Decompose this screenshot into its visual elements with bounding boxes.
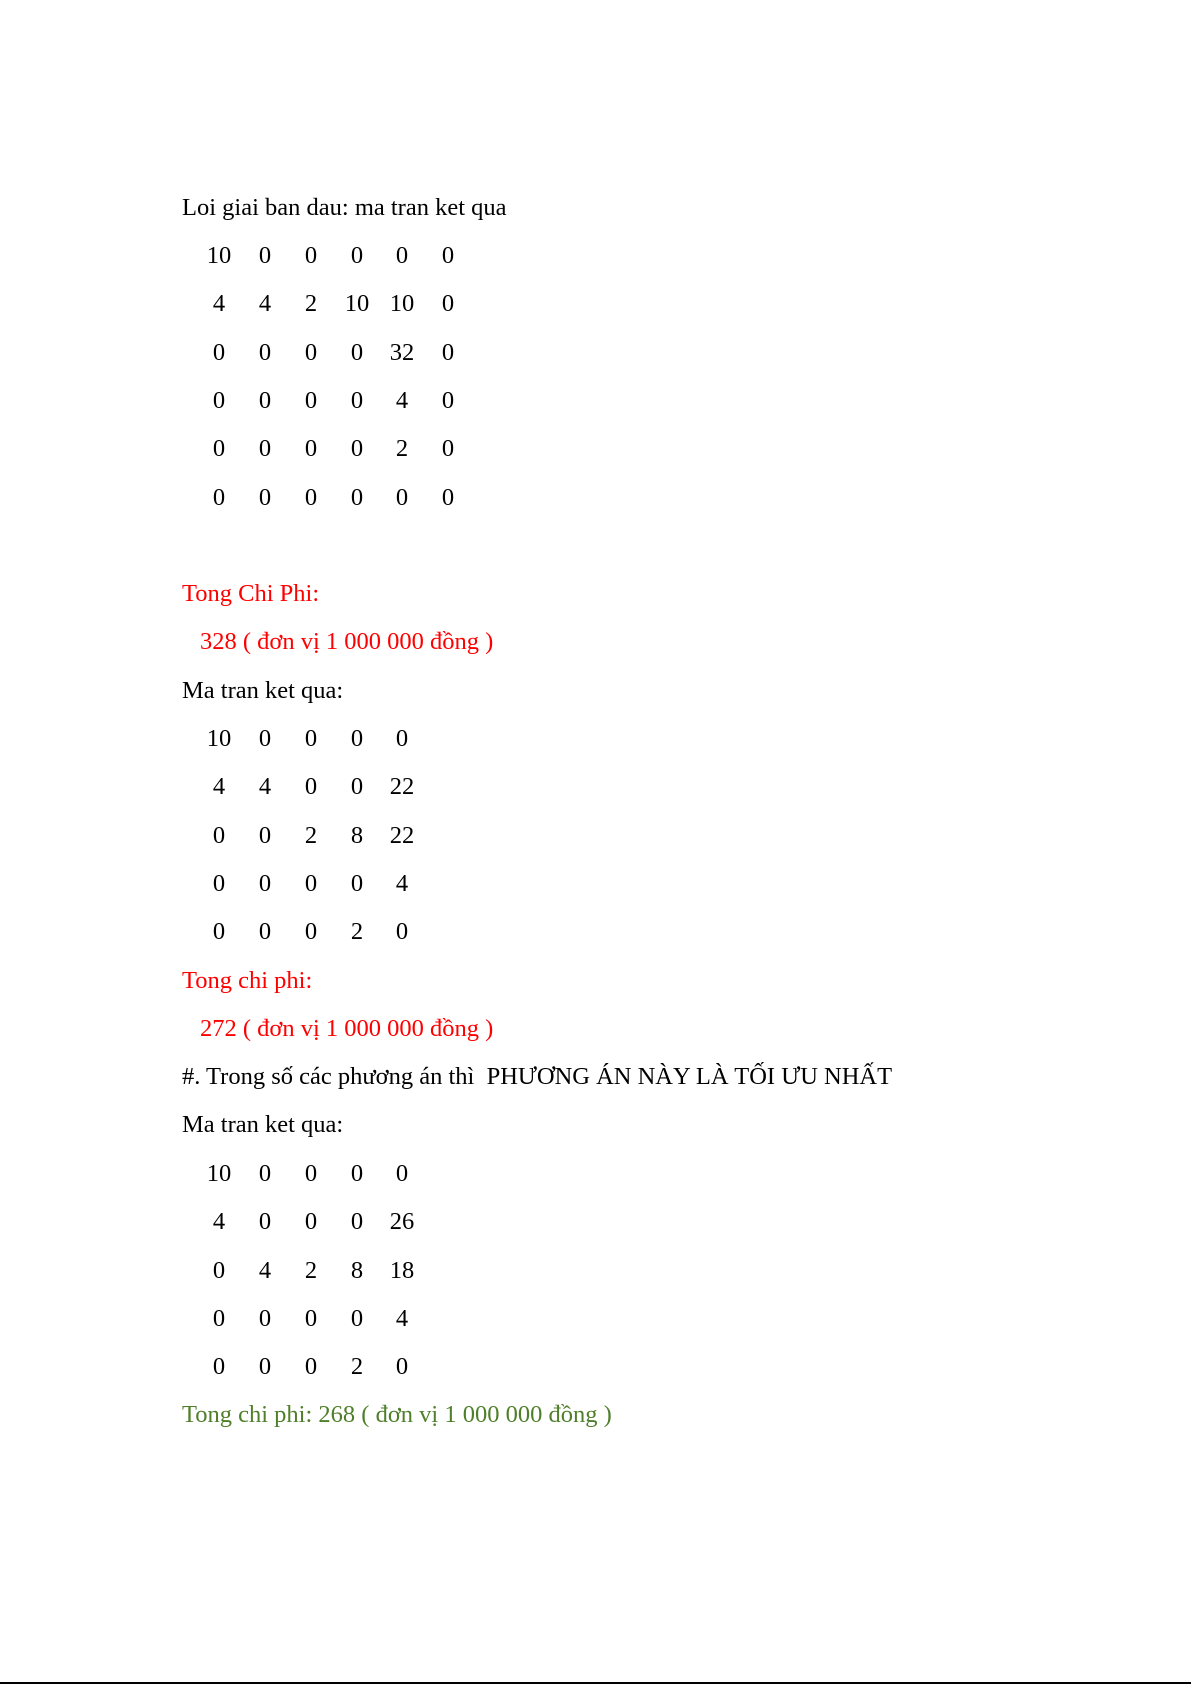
- matrix-cell: 0: [212, 483, 226, 511]
- matrix-cell: 0: [212, 338, 226, 366]
- matrix-cell: 0: [441, 242, 455, 269]
- matrix-cell: 0: [212, 1304, 226, 1332]
- matrix-cell: 10: [206, 1160, 232, 1187]
- matrix-cell: 0: [350, 1208, 364, 1236]
- matrix-cell: 2: [304, 1256, 318, 1284]
- matrix-cell: 0: [350, 725, 364, 752]
- matrix-cell: 10: [206, 242, 232, 269]
- matrix-row: [182, 772, 602, 802]
- matrix-cell: 8: [350, 821, 364, 849]
- result3-heading: Ma tran ket qua:: [182, 1111, 344, 1138]
- matrix-cell: 10: [344, 290, 370, 318]
- matrix-cell: 0: [350, 1304, 364, 1332]
- matrix-cell: 0: [258, 386, 272, 414]
- matrix-row: [182, 241, 602, 271]
- matrix-cell: 0: [212, 1256, 226, 1284]
- matrix-cell: 0: [258, 1208, 272, 1236]
- matrix-cell: 0: [258, 242, 272, 269]
- footer-rule: [0, 1682, 1191, 1684]
- matrix-cell: 4: [395, 869, 409, 897]
- matrix-cell: 2: [395, 435, 409, 463]
- matrix-cell: 4: [258, 773, 272, 801]
- matrix-cell: 10: [206, 725, 232, 752]
- matrix-row: [182, 1256, 602, 1286]
- matrix-cell: 2: [350, 1353, 364, 1381]
- matrix-row: [182, 1352, 602, 1382]
- matrix-cell: 0: [350, 1160, 364, 1187]
- matrix-cell: 32: [389, 338, 415, 366]
- matrix-cell: 0: [395, 242, 409, 269]
- matrix-cell: 0: [395, 725, 409, 752]
- matrix-cell: 0: [350, 242, 364, 269]
- matrix-cell: 0: [212, 386, 226, 414]
- matrix-cell: 0: [304, 1304, 318, 1332]
- matrix-cell: 4: [212, 290, 226, 318]
- cost2-value: 272 ( đơn vị 1 000 000 đồng ): [200, 1015, 494, 1042]
- matrix-cell: 4: [258, 290, 272, 318]
- matrix-cell: 4: [212, 1208, 226, 1236]
- matrix-cell: 0: [212, 918, 226, 946]
- optimal-note: #. Trong số các phương án thì PHƯƠNG ÁN NÀY LÀ TỐI ƯU NHẤT: [182, 1063, 893, 1090]
- matrix-row: [182, 338, 602, 368]
- initial-solution-heading: Loi giai ban dau: ma tran ket qua: [182, 194, 507, 221]
- matrix-cell: 0: [304, 242, 318, 269]
- matrix-row: [182, 386, 602, 416]
- matrix-cell: 0: [350, 869, 364, 897]
- matrix-cell: 0: [212, 435, 226, 463]
- matrix-row: [182, 1159, 602, 1189]
- matrix-cell: 26: [389, 1208, 415, 1236]
- matrix-cell: 0: [258, 1353, 272, 1381]
- matrix-cell: 0: [304, 435, 318, 463]
- matrix-cell: 0: [304, 918, 318, 946]
- matrix-cell: 0: [258, 869, 272, 897]
- matrix-row: [182, 1304, 602, 1334]
- matrix-cell: 0: [258, 918, 272, 946]
- matrix-cell: 0: [258, 338, 272, 366]
- matrix-cell: 0: [212, 821, 226, 849]
- cost1-value: 328 ( đơn vị 1 000 000 đồng ): [200, 628, 494, 655]
- matrix-cell: 0: [350, 773, 364, 801]
- matrix-cell: 0: [258, 1160, 272, 1187]
- matrix-cell: 22: [389, 821, 415, 849]
- matrix-cell: 4: [212, 773, 226, 801]
- matrix-cell: 0: [350, 338, 364, 366]
- matrix-cell: 0: [441, 483, 455, 511]
- matrix-cell: 8: [350, 1256, 364, 1284]
- matrix-cell: 0: [304, 386, 318, 414]
- matrix-cell: 0: [304, 483, 318, 511]
- matrix-cell: 0: [212, 1353, 226, 1381]
- matrix-cell: 0: [350, 386, 364, 414]
- matrix-cell: 0: [441, 386, 455, 414]
- cost3-line: Tong chi phi: 268 ( đơn vị 1 000 000 đồng ): [182, 1401, 612, 1428]
- matrix-cell: 0: [304, 338, 318, 366]
- matrix-cell: 0: [304, 725, 318, 752]
- matrix-cell: 4: [395, 386, 409, 414]
- matrix-cell: 0: [441, 338, 455, 366]
- matrix-cell: 4: [258, 1256, 272, 1284]
- matrix-row: [182, 289, 602, 319]
- matrix-cell: 0: [350, 435, 364, 463]
- matrix-cell: 0: [395, 1160, 409, 1187]
- matrix-cell: 0: [258, 821, 272, 849]
- cost1-label: Tong Chi Phi:: [182, 580, 320, 607]
- matrix-cell: 4: [395, 1304, 409, 1332]
- matrix-cell: 0: [350, 483, 364, 511]
- matrix-row: [182, 483, 602, 513]
- matrix-cell: 2: [304, 821, 318, 849]
- matrix-cell: 0: [304, 773, 318, 801]
- matrix-row: [182, 869, 602, 899]
- matrix-cell: 2: [350, 918, 364, 946]
- matrix-cell: 0: [304, 869, 318, 897]
- matrix-cell: 0: [304, 1353, 318, 1381]
- matrix-row: [182, 1207, 602, 1237]
- matrix-cell: 0: [395, 918, 409, 946]
- matrix-cell: 0: [395, 483, 409, 511]
- matrix-row: [182, 917, 602, 947]
- matrix-cell: 2: [304, 290, 318, 318]
- matrix-cell: 0: [304, 1160, 318, 1187]
- matrix-cell: 0: [258, 1304, 272, 1332]
- matrix-row: [182, 821, 602, 851]
- matrix-cell: 0: [441, 290, 455, 318]
- matrix-cell: 0: [212, 869, 226, 897]
- result2-heading: Ma tran ket qua:: [182, 677, 344, 704]
- matrix-row: [182, 434, 602, 464]
- matrix-cell: 18: [389, 1256, 415, 1284]
- cost2-label: Tong chi phi:: [182, 967, 313, 994]
- matrix-cell: 0: [441, 435, 455, 463]
- matrix-cell: 0: [395, 1353, 409, 1381]
- matrix-cell: 0: [258, 725, 272, 752]
- matrix-cell: 0: [258, 483, 272, 511]
- matrix-cell: 0: [304, 1208, 318, 1236]
- matrix-cell: 0: [258, 435, 272, 463]
- matrix-row: [182, 724, 602, 754]
- matrix-cell: 22: [389, 773, 415, 801]
- matrix-cell: 10: [389, 290, 415, 318]
